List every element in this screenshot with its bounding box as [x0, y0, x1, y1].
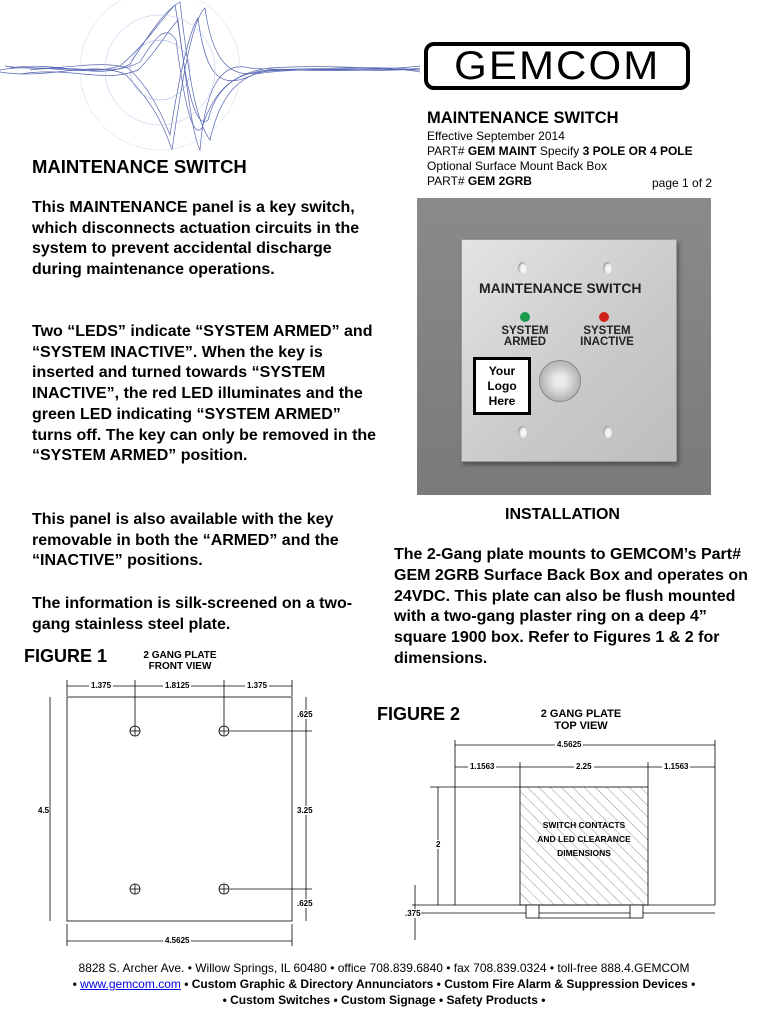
installation-text: The 2-Gang plate mounts to GEMCOM’s Part# GEM 2GRB Surface Back Box and operates on 24VDC. This plate can also be flush mounted with a two-gang plaster ring on a deep 4” square 1900 box. Refer to Figures 1 & 2 for dimensions.	[394, 546, 748, 667]
fig2-dim-height: 2	[436, 840, 441, 849]
footer-services-text: • Custom Graphic & Directory Annunciators • Custom Fire Alarm & Suppression Devices •	[180, 977, 696, 991]
plate-title: MAINTENANCE SWITCH	[479, 280, 642, 296]
page-number: page 1 of 2	[652, 176, 713, 190]
header-title: MAINTENANCE SWITCH	[427, 109, 619, 127]
part2-number: GEM 2GRB	[467, 174, 532, 188]
fig1-dim-width: 4.5625	[165, 936, 190, 945]
pole-options: 3 POLE OR 4 POLE	[582, 144, 693, 158]
fig1-dim-inner: 3.25	[297, 806, 313, 815]
fig2-dim-plate: .375	[405, 909, 421, 918]
inactive-label-line2: INACTIVE	[580, 336, 634, 348]
website-link[interactable]: www.gemcom.com	[80, 977, 181, 991]
clearance-line3: DIMENSIONS	[557, 848, 611, 858]
fig2-dim-right: 1.1563	[664, 762, 689, 771]
clearance-line2: AND LED CLEARANCE	[537, 834, 631, 844]
figure1-caption-line1: 2 GANG PLATE	[143, 650, 217, 661]
footer-products-line: • Custom Switches • Custom Signage • Safety Products •	[222, 993, 546, 1007]
clearance-line1: SWITCH CONTACTS	[542, 820, 626, 830]
fig1-dim-bottom: .625	[297, 899, 313, 908]
fig2-dim-left: 1.1563	[470, 762, 495, 771]
figure2-caption-line1: 2 GANG PLATE	[540, 708, 622, 720]
main-title: MAINTENANCE SWITCH	[32, 156, 247, 177]
fig1-dim-right: 1.375	[247, 681, 268, 690]
logo-text: GEMCOM	[453, 43, 661, 88]
paragraph-availability: This panel is also available with the key removable in both the “ARMED” and the “INACTIVE” positions.	[32, 511, 339, 570]
paragraph-leds: Two “LEDS” indicate “SYSTEM ARMED” and “SYSTEM INACTIVE”. When the key is inserted and turned towards “SYSTEM INACTIVE”, the red LED illuminates and the green LED indicating “SYSTEM ARMED” turns off. The key can only be removed in the “SYSTEM ARMED” position.	[32, 323, 377, 465]
footer-services-line	[0, 976, 768, 992]
armed-label-line1: SYSTEM	[501, 325, 549, 337]
effective-date: Effective September 2014	[427, 129, 565, 143]
installation-heading: INSTALLATION	[505, 506, 620, 523]
fig2-dim-width: 4.5625	[557, 740, 582, 749]
fig1-dim-left: 1.375	[91, 681, 112, 690]
fig1-dim-height: 4.5	[38, 806, 50, 815]
armed-label-line2: ARMED	[503, 336, 547, 348]
part2-prefix: PART#	[427, 174, 468, 188]
part-prefix: PART#	[427, 144, 468, 158]
specify-text: Specify	[536, 144, 583, 158]
figure2-caption-line2: TOP VIEW	[554, 720, 608, 732]
part-number: GEM MAINT	[467, 144, 537, 158]
clearance-box-label	[522, 818, 646, 860]
figure1-label: FIGURE 1	[24, 646, 108, 666]
figure1-caption-line2: FRONT VIEW	[148, 661, 212, 672]
paragraph-material: The information is silk-screened on a two-gang stainless steel plate.	[32, 595, 353, 633]
fig1-dim-mid: 1.8125	[165, 681, 190, 690]
footer-address: 8828 S. Archer Ave. • Willow Springs, IL 60480 • office 708.839.6840 • fax 708.839.0324 • toll-free 888.4.GEMCOM	[78, 961, 690, 975]
backbox-line: Optional Surface Mount Back Box	[427, 159, 608, 173]
figure2-label: FIGURE 2	[377, 704, 461, 724]
fig2-dim-mid: 2.25	[576, 762, 592, 771]
paragraph-intro: This MAINTENANCE panel is a key switch, which disconnects actuation circuits in the system to prevent accidental discharge during maintenance operations.	[32, 199, 360, 279]
footer-bullet: •	[72, 977, 81, 991]
inactive-label-line1: SYSTEM	[583, 325, 631, 337]
logo-placeholder: Your Logo Here	[473, 357, 531, 415]
fig1-dim-top: .625	[297, 710, 313, 719]
